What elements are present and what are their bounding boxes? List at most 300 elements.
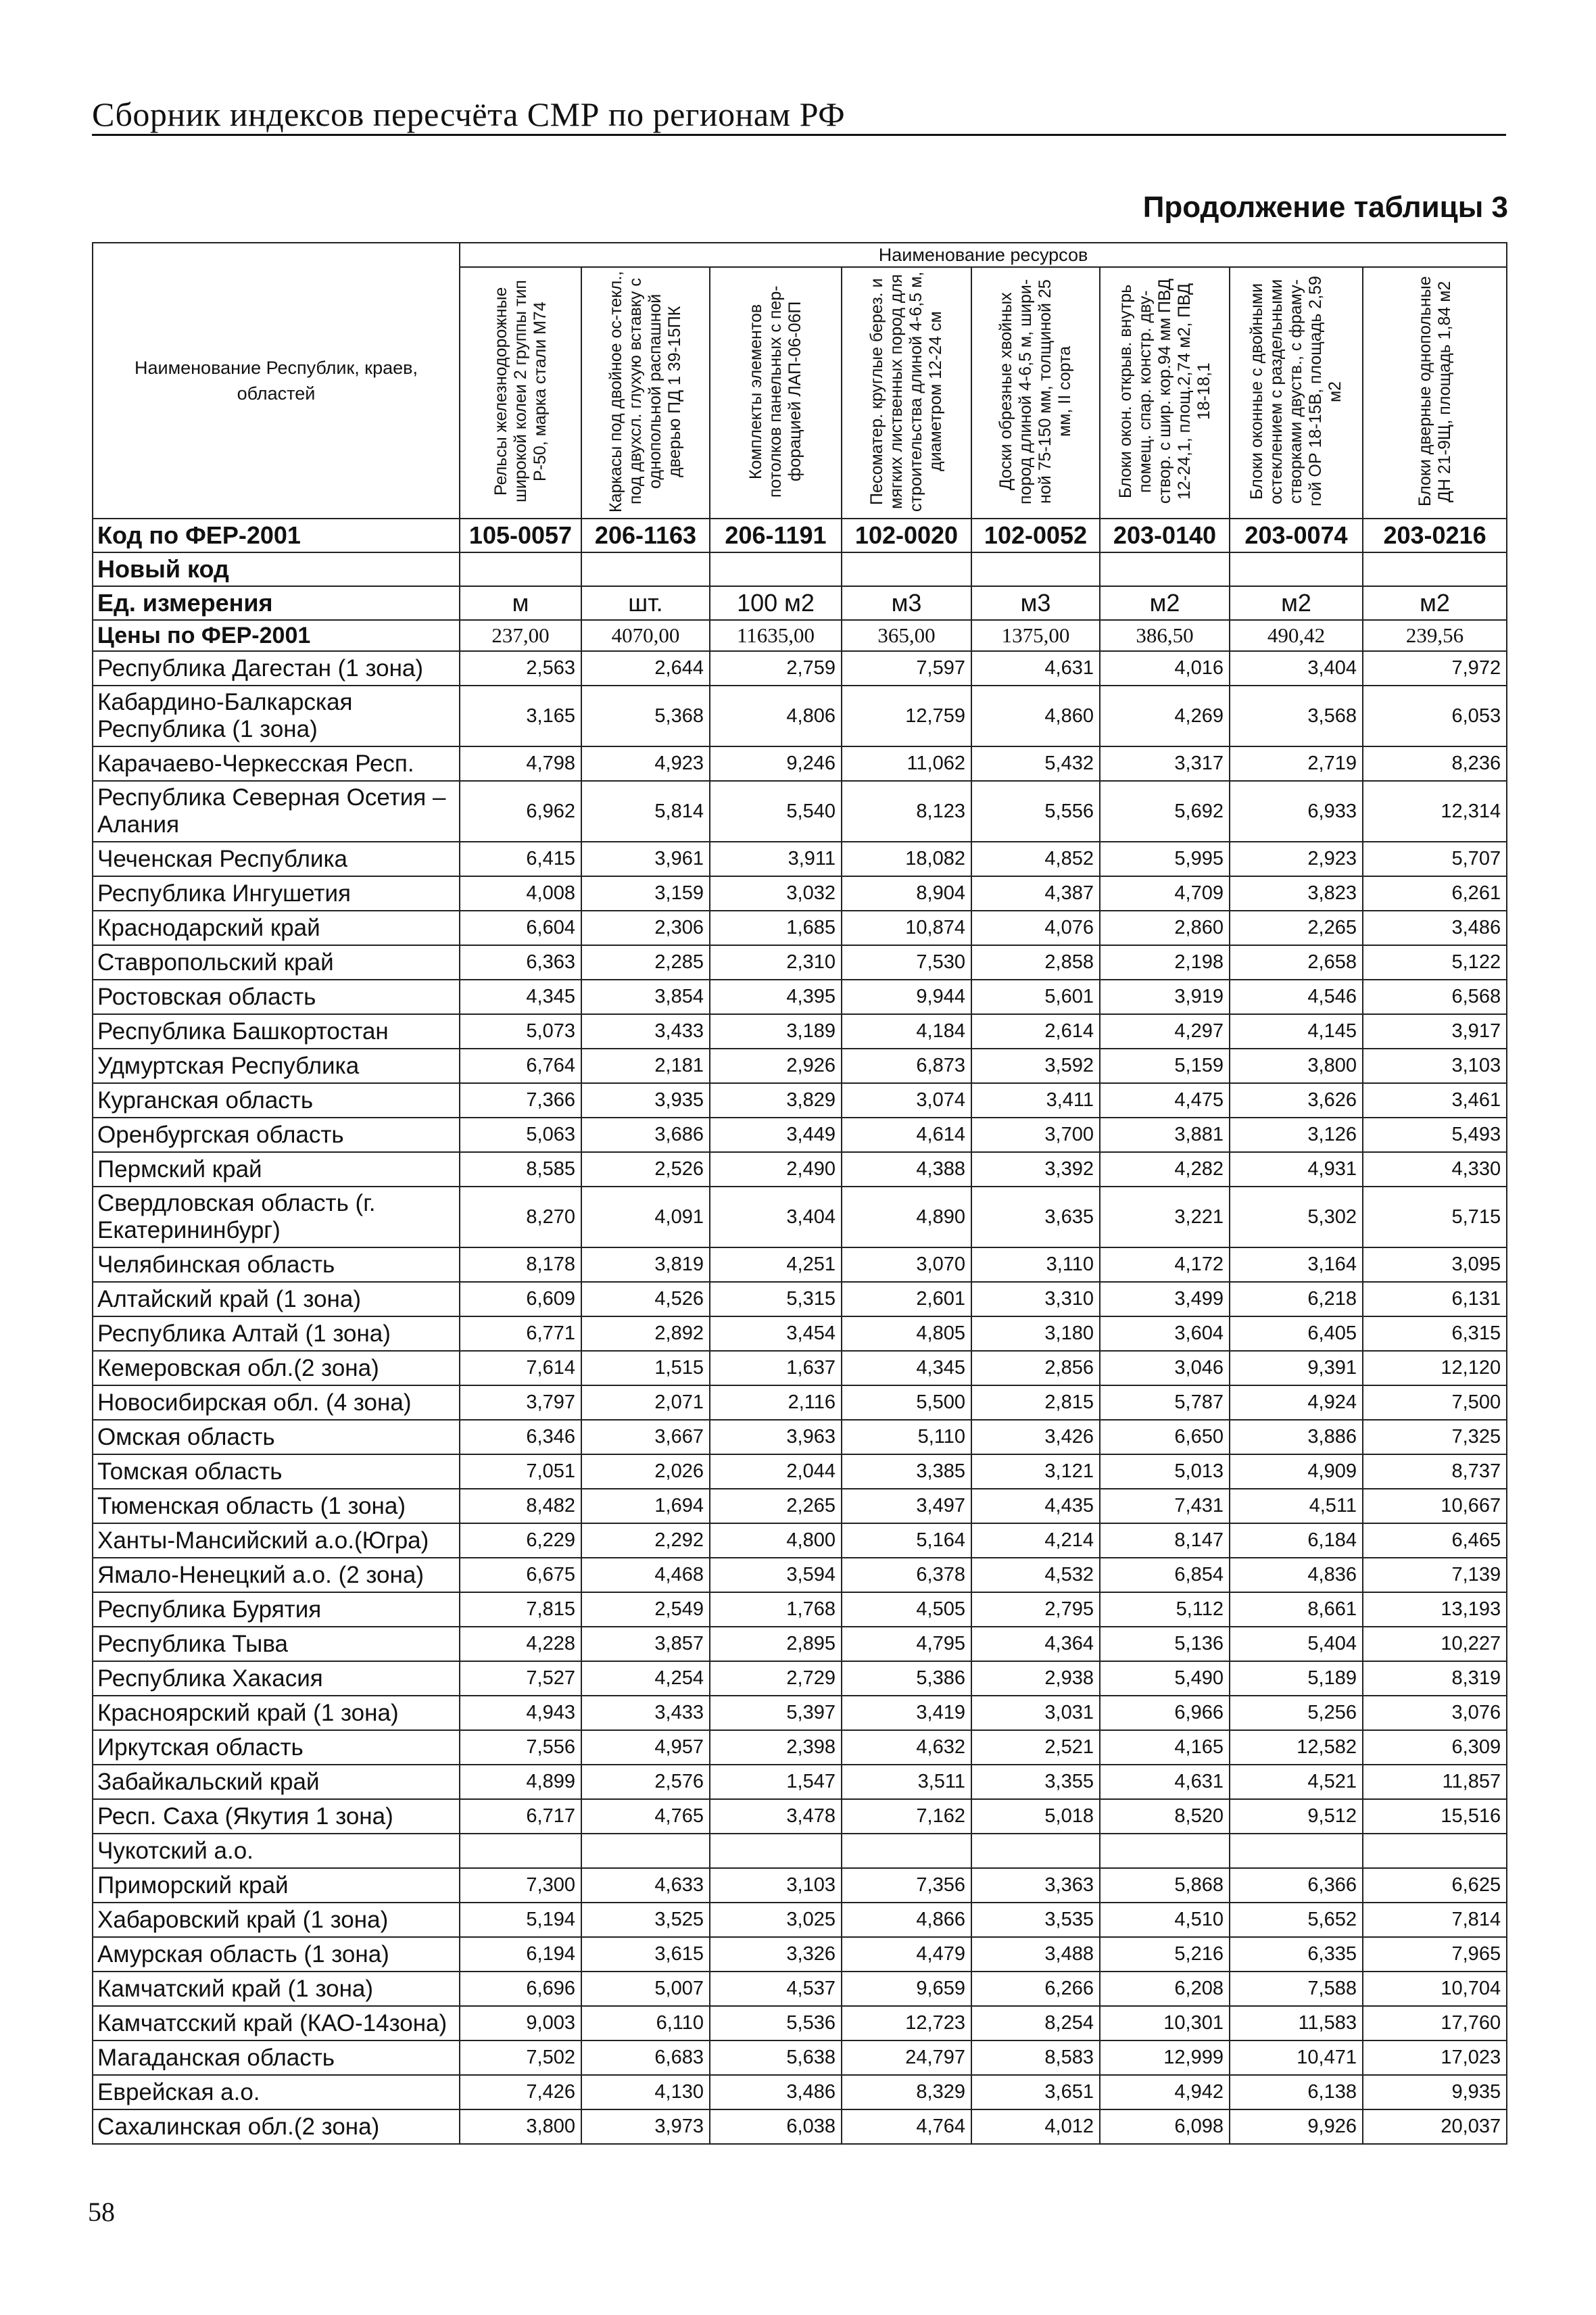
index-value: 5,386 — [842, 1661, 971, 1696]
index-value: 7,614 — [460, 1351, 581, 1385]
index-value: 8,178 — [460, 1247, 581, 1282]
resource-header-5 — [971, 267, 1100, 519]
index-value: 6,218 — [1230, 1282, 1363, 1316]
new-code-row-cell — [971, 552, 1100, 586]
index-value: 7,426 — [460, 2075, 581, 2109]
index-value: 9,246 — [710, 746, 842, 781]
index-value: 4,435 — [971, 1489, 1100, 1523]
fer-code-row-label: Код по ФЕР-2001 — [93, 519, 460, 552]
index-value: 11,062 — [842, 746, 971, 781]
index-value: 6,261 — [1363, 876, 1507, 911]
table-row — [93, 651, 1507, 686]
index-value: 2,071 — [581, 1385, 710, 1420]
index-value: 8,254 — [971, 2006, 1100, 2040]
region-name: Республика Бурятия — [93, 1592, 460, 1627]
index-value: 6,363 — [460, 945, 581, 980]
index-value: 3,700 — [971, 1118, 1100, 1152]
index-value: 6,465 — [1363, 1523, 1507, 1558]
index-value: 3,511 — [842, 1765, 971, 1799]
index-value: 6,675 — [460, 1558, 581, 1592]
index-value: 15,516 — [1363, 1799, 1507, 1834]
index-value: 8,123 — [842, 781, 971, 842]
table-row — [93, 1083, 1507, 1118]
index-value: 6,966 — [1100, 1696, 1230, 1730]
resource-name: Блоки оконные с двойными остеклением с раздельными створками двуств., с фраму-гой ОР 18-15В, площадь 2,59 м2 — [1247, 276, 1345, 506]
index-value: 7,502 — [460, 2040, 581, 2075]
index-value: 3,486 — [710, 2075, 842, 2109]
table-row — [93, 1489, 1507, 1523]
index-value: 2,265 — [710, 1489, 842, 1523]
index-value: 3,385 — [842, 1454, 971, 1489]
index-value: 5,500 — [842, 1385, 971, 1420]
table-row — [93, 1282, 1507, 1316]
unit-row-cell: м — [460, 586, 581, 620]
index-value: 6,771 — [460, 1316, 581, 1351]
region-name: Хабаровский край (1 зона) — [93, 1903, 460, 1937]
index-value: 4,633 — [581, 1868, 710, 1903]
index-value: 12,120 — [1363, 1351, 1507, 1385]
index-value: 3,046 — [1100, 1351, 1230, 1385]
index-value: 8,236 — [1363, 746, 1507, 781]
index-value: 20,037 — [1363, 2109, 1507, 2144]
index-value: 6,405 — [1230, 1316, 1363, 1351]
index-value: 6,604 — [460, 911, 581, 945]
index-value: 2,658 — [1230, 945, 1363, 980]
index-value: 2,926 — [710, 1049, 842, 1083]
index-value: 4,521 — [1230, 1765, 1363, 1799]
index-value: 4,836 — [1230, 1558, 1363, 1592]
index-value: 3,594 — [710, 1558, 842, 1592]
index-value: 4,631 — [1100, 1765, 1230, 1799]
index-value: 2,860 — [1100, 911, 1230, 945]
index-value: 6,378 — [842, 1558, 971, 1592]
index-value: 17,023 — [1363, 2040, 1507, 2075]
region-name: Томская область — [93, 1454, 460, 1489]
index-value: 3,963 — [710, 1420, 842, 1454]
table-row — [93, 1351, 1507, 1385]
index-value: 8,661 — [1230, 1592, 1363, 1627]
index-value: 3,076 — [1363, 1696, 1507, 1730]
index-value: 1,694 — [581, 1489, 710, 1523]
index-value: 3,919 — [1100, 980, 1230, 1014]
index-value: 4,909 — [1230, 1454, 1363, 1489]
index-value: 7,300 — [460, 1868, 581, 1903]
index-value: 3,797 — [460, 1385, 581, 1420]
index-value: 3,317 — [1100, 746, 1230, 781]
index-value: 3,881 — [1100, 1118, 1230, 1152]
index-value: 4,943 — [460, 1696, 581, 1730]
index-value: 5,404 — [1230, 1627, 1363, 1661]
region-name: Республика Тыва — [93, 1627, 460, 1661]
index-value: 5,164 — [842, 1523, 971, 1558]
index-value: 10,704 — [1363, 1972, 1507, 2006]
index-value: 6,609 — [460, 1282, 581, 1316]
index-value: 12,759 — [842, 686, 971, 746]
region-name: Иркутская область — [93, 1730, 460, 1765]
price-row-cell: 1375,00 — [971, 620, 1100, 651]
index-value: 3,074 — [842, 1083, 971, 1118]
index-value: 8,329 — [842, 2075, 971, 2109]
fer-code-row-cell: 203-0140 — [1100, 519, 1230, 552]
region-name: Чукотский а.о. — [93, 1834, 460, 1868]
index-value: 3,121 — [971, 1454, 1100, 1489]
index-value: 5,868 — [1100, 1868, 1230, 1903]
index-value: 7,588 — [1230, 1972, 1363, 2006]
resource-name: Каркасы под двойное ос-текл., под двухсл. глухую вставку с однопольной распашной дверью ПД 1 39-15ПК — [606, 270, 684, 512]
index-value: 6,131 — [1363, 1282, 1507, 1316]
index-value: 5,122 — [1363, 945, 1507, 980]
index-value: 6,625 — [1363, 1868, 1507, 1903]
index-value: 4,957 — [581, 1730, 710, 1765]
index-value: 4,388 — [842, 1152, 971, 1187]
index-value: 3,626 — [1230, 1083, 1363, 1118]
index-value: 2,923 — [1230, 842, 1363, 876]
index-value: 9,391 — [1230, 1351, 1363, 1385]
index-value: 8,737 — [1363, 1454, 1507, 1489]
table-row — [93, 1661, 1507, 1696]
index-value: 4,345 — [842, 1351, 971, 1385]
index-value: 6,764 — [460, 1049, 581, 1083]
index-value: 3,800 — [460, 2109, 581, 2144]
table-row — [93, 1454, 1507, 1489]
index-value: 4,016 — [1100, 651, 1230, 686]
table-row — [93, 1247, 1507, 1282]
new-code-row-cell — [1230, 552, 1363, 586]
index-value: 3,568 — [1230, 686, 1363, 746]
unit-row-cell: 100 м2 — [710, 586, 842, 620]
index-value: 4,130 — [581, 2075, 710, 2109]
index-value: 9,926 — [1230, 2109, 1363, 2144]
index-value: 6,717 — [460, 1799, 581, 1834]
table-row — [93, 1972, 1507, 2006]
index-value: 3,604 — [1100, 1316, 1230, 1351]
index-value: 3,392 — [971, 1152, 1100, 1187]
index-value: 4,510 — [1100, 1903, 1230, 1937]
index-value: 5,540 — [710, 781, 842, 842]
index-value: 2,614 — [971, 1014, 1100, 1049]
region-name: Приморский край — [93, 1868, 460, 1903]
index-value: 8,585 — [460, 1152, 581, 1187]
index-value — [1363, 1834, 1507, 1868]
index-value: 4,345 — [460, 980, 581, 1014]
index-value: 2,398 — [710, 1730, 842, 1765]
index-value: 4,165 — [1100, 1730, 1230, 1765]
index-value — [842, 1834, 971, 1868]
index-value: 4,805 — [842, 1316, 971, 1351]
index-value: 5,652 — [1230, 1903, 1363, 1937]
index-value: 6,229 — [460, 1523, 581, 1558]
index-value: 3,103 — [1363, 1049, 1507, 1083]
index-value: 2,719 — [1230, 746, 1363, 781]
index-value: 2,895 — [710, 1627, 842, 1661]
index-value: 7,356 — [842, 1868, 971, 1903]
index-value: 2,181 — [581, 1049, 710, 1083]
index-value: 2,601 — [842, 1282, 971, 1316]
price-row-label: Цены по ФЕР-2001 — [93, 620, 460, 651]
index-value — [1100, 1834, 1230, 1868]
index-value: 6,962 — [460, 781, 581, 842]
region-name: Сахалинская обл.(2 зона) — [93, 2109, 460, 2144]
index-value: 3,886 — [1230, 1420, 1363, 1454]
index-value: 3,326 — [710, 1937, 842, 1972]
index-value: 7,366 — [460, 1083, 581, 1118]
index-value: 3,164 — [1230, 1247, 1363, 1282]
new-code-row-cell — [1100, 552, 1230, 586]
index-value: 5,814 — [581, 781, 710, 842]
index-value: 2,795 — [971, 1592, 1100, 1627]
region-column-header: Наименование Республик, краев, областей — [93, 243, 460, 519]
index-value: 7,051 — [460, 1454, 581, 1489]
index-value: 3,488 — [971, 1937, 1100, 1972]
index-value: 6,568 — [1363, 980, 1507, 1014]
index-value: 5,194 — [460, 1903, 581, 1937]
index-value: 4,632 — [842, 1730, 971, 1765]
resource-name: Доски обрезные хвойных пород длиной 4-6,5 м, шири-ной 75-150 мм, толщиной 25 мм, II сорта — [996, 278, 1074, 504]
index-value: 2,549 — [581, 1592, 710, 1627]
table-row — [93, 1152, 1507, 1187]
index-value: 10,667 — [1363, 1489, 1507, 1523]
index-value: 4,526 — [581, 1282, 710, 1316]
index-value: 3,310 — [971, 1282, 1100, 1316]
index-value: 4,468 — [581, 1558, 710, 1592]
index-value: 2,265 — [1230, 911, 1363, 945]
index-value: 2,644 — [581, 651, 710, 686]
index-value: 5,692 — [1100, 781, 1230, 842]
index-value: 7,972 — [1363, 651, 1507, 686]
new-code-row-cell — [581, 552, 710, 586]
index-value: 3,180 — [971, 1316, 1100, 1351]
index-value: 4,479 — [842, 1937, 971, 1972]
region-name: Республика Хакасия — [93, 1661, 460, 1696]
index-value: 4,297 — [1100, 1014, 1230, 1049]
region-name: Ставропольский край — [93, 945, 460, 980]
index-value: 5,368 — [581, 686, 710, 746]
index-value: 3,499 — [1100, 1282, 1230, 1316]
index-value: 3,095 — [1363, 1247, 1507, 1282]
index-value: 5,536 — [710, 2006, 842, 2040]
price-row-cell: 239,56 — [1363, 620, 1507, 651]
index-value: 2,306 — [581, 911, 710, 945]
index-value: 5,432 — [971, 746, 1100, 781]
new-code-row-cell — [710, 552, 842, 586]
table-row — [93, 1316, 1507, 1351]
index-value: 5,601 — [971, 980, 1100, 1014]
index-value: 6,138 — [1230, 2075, 1363, 2109]
index-value: 3,449 — [710, 1118, 842, 1152]
index-value: 2,526 — [581, 1152, 710, 1187]
resources-group-header: Наименование ресурсов — [460, 243, 1507, 267]
region-name: Респ. Саха (Якутия 1 зона) — [93, 1799, 460, 1834]
index-value: 7,325 — [1363, 1420, 1507, 1454]
index-value: 2,759 — [710, 651, 842, 686]
index-value: 3,592 — [971, 1049, 1100, 1083]
index-value: 2,856 — [971, 1351, 1100, 1385]
index-value: 6,208 — [1100, 1972, 1230, 2006]
table-row — [93, 1385, 1507, 1420]
index-value: 6,683 — [581, 2040, 710, 2075]
index-value: 5,073 — [460, 1014, 581, 1049]
new-code-row-cell — [460, 552, 581, 586]
index-value: 5,493 — [1363, 1118, 1507, 1152]
region-name: Республика Алтай (1 зона) — [93, 1316, 460, 1351]
resource-name: Рельсы железнодорожные широкой колеи 2 группы тип Р-50, марка стали М74 — [491, 280, 550, 502]
index-value: 6,854 — [1100, 1558, 1230, 1592]
index-value: 6,098 — [1100, 2109, 1230, 2144]
index-value: 6,366 — [1230, 1868, 1363, 1903]
index-value: 4,269 — [1100, 686, 1230, 746]
index-value: 7,530 — [842, 945, 971, 980]
unit-row-cell: м2 — [1100, 586, 1230, 620]
index-value: 7,500 — [1363, 1385, 1507, 1420]
table-row — [93, 911, 1507, 945]
index-value: 12,582 — [1230, 1730, 1363, 1765]
table-row — [93, 2075, 1507, 2109]
index-value: 4,795 — [842, 1627, 971, 1661]
region-name: Камчатский край (1 зона) — [93, 1972, 460, 2006]
index-value: 4,924 — [1230, 1385, 1363, 1420]
index-value: 3,363 — [971, 1868, 1100, 1903]
index-value: 4,254 — [581, 1661, 710, 1696]
index-value: 6,309 — [1363, 1730, 1507, 1765]
resource-name: Песоматер. круглые берез. и мягких лиственных пород для строительства длиной 4-6,5 м, диаметром 12-24 см — [867, 270, 945, 512]
index-value: 3,686 — [581, 1118, 710, 1152]
index-value: 3,032 — [710, 876, 842, 911]
region-name: Новосибирская обл. (4 зона) — [93, 1385, 460, 1420]
index-value: 4,798 — [460, 746, 581, 781]
running-title: Сборник индексов пересчёта СМР по регионам РФ — [92, 95, 846, 133]
index-value: 4,475 — [1100, 1083, 1230, 1118]
region-name: Республика Башкортостан — [93, 1014, 460, 1049]
index-value: 5,007 — [581, 1972, 710, 2006]
index-value: 2,285 — [581, 945, 710, 980]
index-value: 2,044 — [710, 1454, 842, 1489]
region-name: Республика Ингушетия — [93, 876, 460, 911]
index-value: 4,866 — [842, 1903, 971, 1937]
index-value: 3,070 — [842, 1247, 971, 1282]
index-value: 3,829 — [710, 1083, 842, 1118]
index-value: 6,696 — [460, 1972, 581, 2006]
index-value: 1,637 — [710, 1351, 842, 1385]
region-name: Пермский край — [93, 1152, 460, 1187]
new-code-row-cell — [1363, 552, 1507, 586]
index-value: 3,426 — [971, 1420, 1100, 1454]
table-row — [93, 686, 1507, 746]
index-value: 1,515 — [581, 1351, 710, 1385]
index-value: 3,478 — [710, 1799, 842, 1834]
region-name: Камчатсский край (КАО-14зона) — [93, 2006, 460, 2040]
index-value: 18,082 — [842, 842, 971, 876]
index-value: 9,935 — [1363, 2075, 1507, 2109]
region-name: Челябинская область — [93, 1247, 460, 1282]
index-value: 3,525 — [581, 1903, 710, 1937]
index-value: 5,136 — [1100, 1627, 1230, 1661]
index-value: 1,547 — [710, 1765, 842, 1799]
index-value: 4,614 — [842, 1118, 971, 1152]
index-value: 3,854 — [581, 980, 710, 1014]
fer-code-row-cell: 203-0074 — [1230, 519, 1363, 552]
unit-row-cell: м3 — [971, 586, 1100, 620]
index-value: 5,490 — [1100, 1661, 1230, 1696]
table-row — [93, 746, 1507, 781]
resource-name: Блоки дверные однопольные ДН 21-9Щ, площадь 1,84 м2 — [1415, 276, 1454, 506]
index-value: 4,890 — [842, 1187, 971, 1247]
index-value: 8,520 — [1100, 1799, 1230, 1834]
index-value: 4,364 — [971, 1627, 1100, 1661]
index-value: 6,053 — [1363, 686, 1507, 746]
index-value: 4,091 — [581, 1187, 710, 1247]
region-name: Омская область — [93, 1420, 460, 1454]
index-value: 4,764 — [842, 2109, 971, 2144]
table-row — [93, 1523, 1507, 1558]
fer-code-row-cell: 206-1191 — [710, 519, 842, 552]
index-value: 8,482 — [460, 1489, 581, 1523]
index-value: 8,904 — [842, 876, 971, 911]
table-row — [93, 876, 1507, 911]
index-value: 3,911 — [710, 842, 842, 876]
table-row — [93, 1627, 1507, 1661]
unit-row-cell: м2 — [1363, 586, 1507, 620]
index-value: 3,355 — [971, 1765, 1100, 1799]
index-value: 7,139 — [1363, 1558, 1507, 1592]
index-value: 3,973 — [581, 2109, 710, 2144]
index-value: 4,532 — [971, 1558, 1100, 1592]
table-row — [93, 2006, 1507, 2040]
resource-header-6 — [1100, 267, 1230, 519]
region-name: Магаданская область — [93, 2040, 460, 2075]
index-value: 2,815 — [971, 1385, 1100, 1420]
index-value: 3,800 — [1230, 1049, 1363, 1083]
index-value: 4,537 — [710, 1972, 842, 2006]
index-value: 3,025 — [710, 1903, 842, 1937]
index-value: 3,917 — [1363, 1014, 1507, 1049]
index-value: 5,638 — [710, 2040, 842, 2075]
index-value: 3,110 — [971, 1247, 1100, 1282]
table-row — [93, 1799, 1507, 1834]
index-value: 4,806 — [710, 686, 842, 746]
fer-code-row-cell: 105-0057 — [460, 519, 581, 552]
index-value: 7,431 — [1100, 1489, 1230, 1523]
table-row — [93, 1868, 1507, 1903]
table-row — [93, 1592, 1507, 1627]
index-value: 3,433 — [581, 1014, 710, 1049]
index-value: 5,189 — [1230, 1661, 1363, 1696]
index-value: 6,346 — [460, 1420, 581, 1454]
index-value: 4,709 — [1100, 876, 1230, 911]
index-value: 5,715 — [1363, 1187, 1507, 1247]
index-value: 3,667 — [581, 1420, 710, 1454]
index-value: 5,315 — [710, 1282, 842, 1316]
index-value: 2,938 — [971, 1661, 1100, 1696]
region-name: Кабардино-Балкарская Республика (1 зона) — [93, 686, 460, 746]
index-value: 6,194 — [460, 1937, 581, 1972]
index-value: 13,193 — [1363, 1592, 1507, 1627]
index-value: 4,145 — [1230, 1014, 1363, 1049]
index-value: 3,935 — [581, 1083, 710, 1118]
index-value: 2,490 — [710, 1152, 842, 1187]
unit-row-cell: м2 — [1230, 586, 1363, 620]
index-value: 9,512 — [1230, 1799, 1363, 1834]
index-value: 4,387 — [971, 876, 1100, 911]
index-value: 3,411 — [971, 1083, 1100, 1118]
index-value: 10,301 — [1100, 2006, 1230, 2040]
index-value: 4,251 — [710, 1247, 842, 1282]
index-value: 2,521 — [971, 1730, 1100, 1765]
index-value: 6,315 — [1363, 1316, 1507, 1351]
unit-row — [93, 586, 1507, 620]
fer-code-row-cell: 102-0052 — [971, 519, 1100, 552]
index-value: 4,899 — [460, 1765, 581, 1799]
index-value: 9,003 — [460, 2006, 581, 2040]
